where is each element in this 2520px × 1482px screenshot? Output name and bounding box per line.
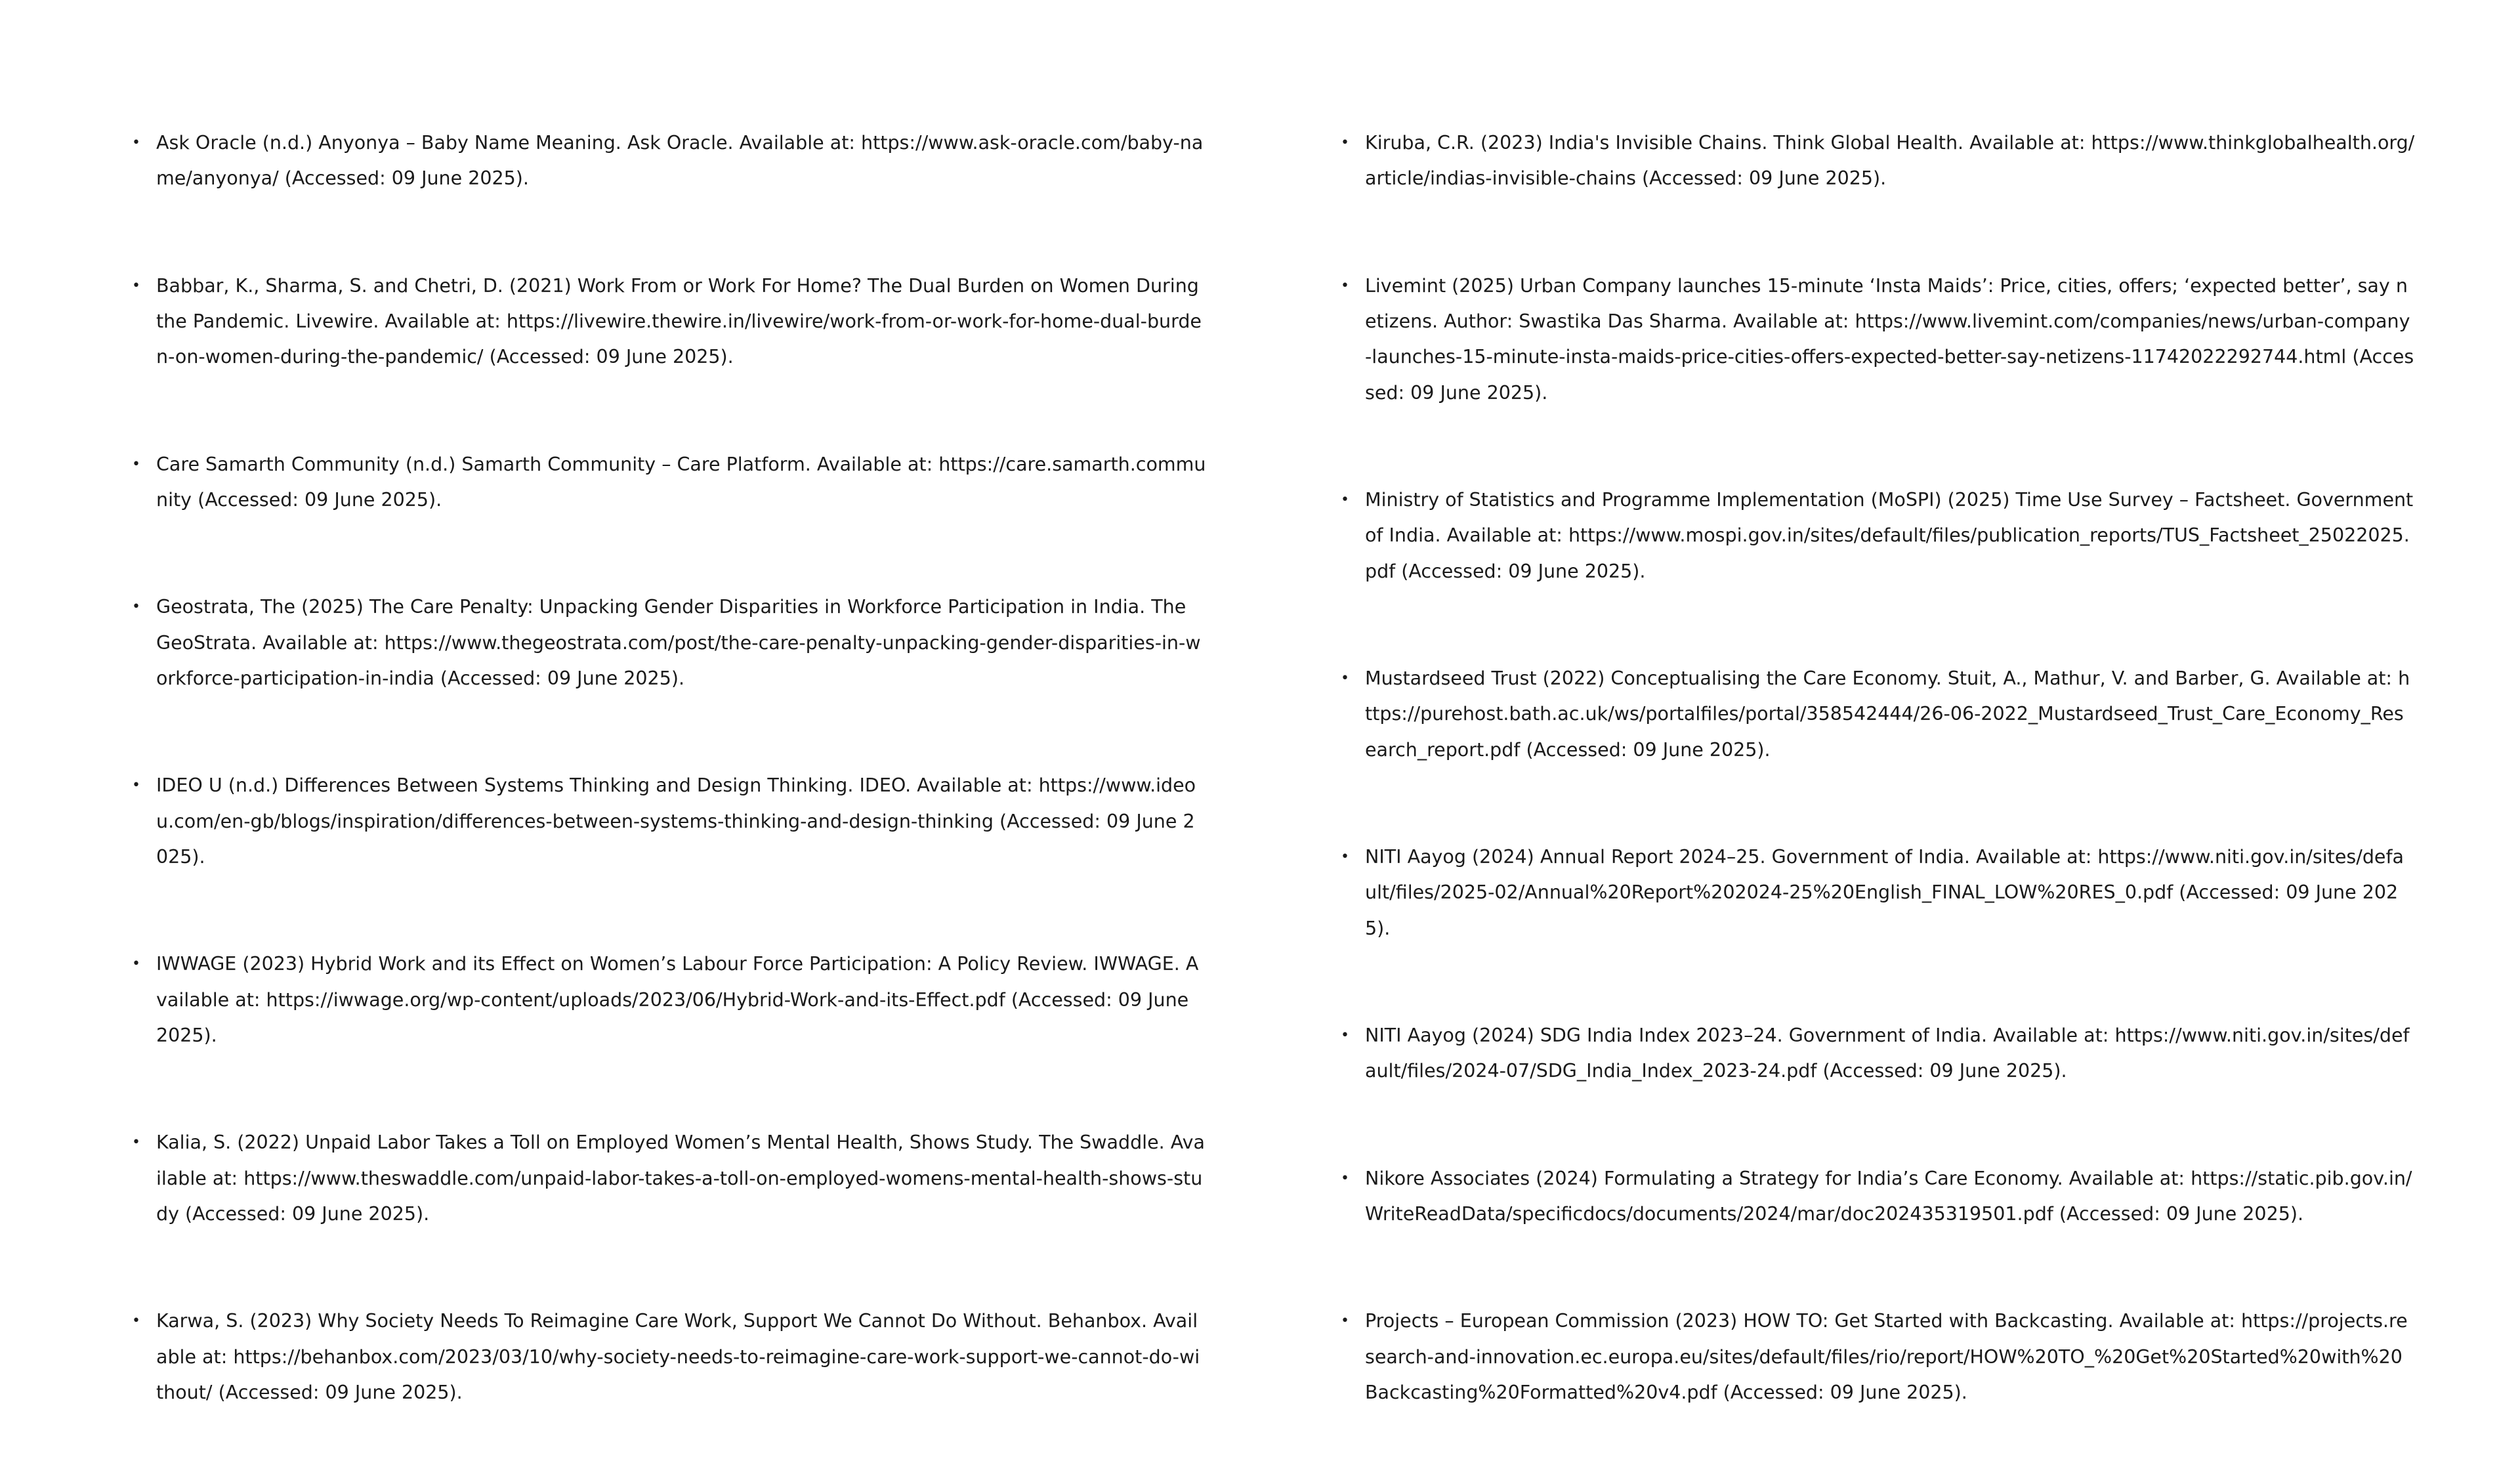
reference-item: • Mustardseed Trust (2022) Conceptualising the Care Economy. Stuit, A., Mathur, V. and Barber, G. Available at: https://purehost.bath.ac.uk/ws/portalfiles/portal/358542444/26-06-2022_Mustardseed_Trust_Care_Economy_Research_report.pdf (Accessed: 09 June 2025). [1365, 661, 2415, 768]
reference-item: • Babbar, K., Sharma, S. and Chetri, D. (2021) Work From or Work For Home? The Dual Burden on Women During the Pandemic. Livewire. Available at: https://livewire.thewire.in/livewire/work-from-or-work-for-home-dual-burden-on-women-during-the-pandemic/ (Accessed: 09 June 2025). [156, 268, 1206, 375]
references-right-column [1365, 125, 2415, 1482]
reference-item: • NITI Aayog (2024) Annual Report 2024–25. Government of India. Available at: https://www.niti.gov.in/sites/default/files/2025-02/Annual%20Report%202024-25%20English_FINAL_LOW%20RES_0.pdf (Accessed: 09 June 2025). [1365, 839, 2415, 946]
reference-item: • Geostrata, The (2025) The Care Penalty: Unpacking Gender Disparities in Workforce Participation in India. The GeoStrata. Available at: https://www.thegeostrata.com/post/the-care-penalty-unpacking-gender-disparities-in-workforce-participation-in-india (Accessed: 09 June 2025). [156, 589, 1206, 696]
references-left-column [156, 125, 1206, 1482]
reference-item: • Kalia, S. (2022) Unpaid Labor Takes a Toll on Employed Women’s Mental Health, Shows Study. The Swaddle. Available at: https://www.theswaddle.com/unpaid-labor-takes-a-toll-on-employed-womens-mental-health-shows-study (Accessed: 09 June 2025). [156, 1125, 1206, 1232]
reference-item: • Care Samarth Community (n.d.) Samarth Community – Care Platform. Available at: https://care.samarth.community (Accessed: 09 June 2025). [156, 447, 1206, 519]
reference-item: • IWWAGE (2023) Hybrid Work and its Effect on Women’s Labour Force Participation: A Policy Review. IWWAGE. Available at: https://iwwage.org/wp-content/uploads/2023/06/Hybrid-Work-and-its-Effect.pdf (Accessed: 09 June 2025). [156, 946, 1206, 1053]
reference-item: • IDEO U (n.d.) Differences Between Systems Thinking and Design Thinking. IDEO. Available at: https://www.ideou.com/en-gb/blogs/inspiration/differences-between-systems-thinking-and-design-thinking (Accessed: 09 June 2025). [156, 768, 1206, 875]
reference-item: • Kiruba, C.R. (2023) India's Invisible Chains. Think Global Health. Available at: https://www.thinkglobalhealth.org/article/indias-invisible-chains (Accessed: 09 June 2025). [1365, 125, 2415, 197]
reference-item: • Ask Oracle (n.d.) Anyonya – Baby Name Meaning. Ask Oracle. Available at: https://www.ask-oracle.com/baby-name/anyonya/ (Accessed: 09 June 2025). [156, 125, 1206, 197]
reference-item: • Nikore Associates (2024) Formulating a Strategy for India’s Care Economy. Available at: https://static.pib.gov.in/WriteReadData/specificdocs/documents/2024/mar/doc202435319501.pdf (Accessed: 09 June 2025). [1365, 1161, 2415, 1233]
reference-item: • NITI Aayog (2024) SDG India Index 2023–24. Government of India. Available at: https://www.niti.gov.in/sites/default/files/2024-07/SDG_India_Index_2023-24.pdf (Accessed: 09 June 2025). [1365, 1018, 2415, 1090]
reference-item: • Livemint (2025) Urban Company launches 15-minute ‘Insta Maids’: Price, cities, offers; ‘expected better’, say netizens. Author: Swastika Das Sharma. Available at: https://www.livemint.com/companies/news/urban-company-launches-15-minute-insta-maids-price-cities-offers-expected-better-say-netizens-11742022292744.html (Accessed: 09 June 2025). [1365, 268, 2415, 412]
reference-item: • Ministry of Statistics and Programme Implementation (MoSPI) (2025) Time Use Survey – Factsheet. Government of India. Available at: https://www.mospi.gov.in/sites/default/files/publication_reports/TUS_Factsheet_25022025.pdf (Accessed: 09 June 2025). [1365, 482, 2415, 589]
reference-item: • Projects – European Commission (2023) HOW TO: Get Started with Backcasting. Available at: https://projects.research-and-innovation.ec.europa.eu/sites/default/files/rio/report/HOW%20TO_%20Get%20Started%20with%20Backcasting%20Formatted%20v4.pdf (Accessed: 09 June 2025). [1365, 1303, 2415, 1410]
reference-item: • Karwa, S. (2023) Why Society Needs To Reimagine Care Work, Support We Cannot Do Without. Behanbox. Available at: https://behanbox.com/2023/03/10/why-society-needs-to-reimagine-care-work-support-we-cannot-do-without/ (Accessed: 09 June 2025). [156, 1303, 1206, 1410]
